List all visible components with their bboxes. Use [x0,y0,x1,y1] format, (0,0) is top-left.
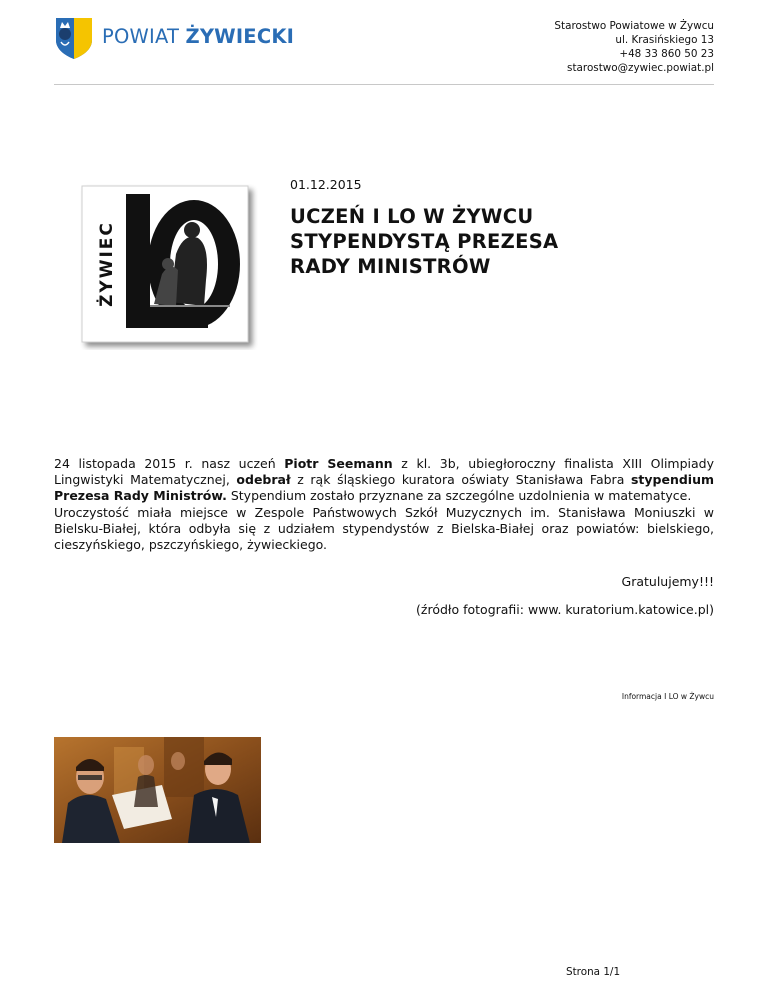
contact-street: ul. Krasińskiego 13 [615,34,714,46]
contact-org: Starostwo Powiatowe w Żywcu [554,20,714,32]
paragraph-2: Uroczystość miała miejsce w Zespole Państwowych Szkół Muzycznych im. Stanisława Moniuszki w Bielsku-Białej, która odbyła się z udziałem stypendystów z Bielska-Białej oraz powiatów: bielskiego, cieszyńskiego, pszczyńskiego, żywieckiego. [54,504,714,553]
article-date: 01.12.2015 [290,177,362,192]
article-body [54,456,714,553]
contact-email[interactable]: starostwo@zywiec.powiat.pl [567,62,714,74]
school-emblem [80,184,258,350]
article-title: UCZEŃ I LO W ŻYWCU STYPENDYSTĄ PREZESA RADY MINISTRÓW [290,205,559,278]
logo [54,16,294,60]
contact-block [554,19,714,75]
coat-of-arms-icon [54,16,94,60]
paragraph-1: 24 listopada 2015 r. nasz uczeń Piotr Seemann z kl. 3b, ubiegłoroczny finalista XIII Olimpiady Lingwistyki Matematycznej, odebrał z rąk śląskiego kuratora oświaty Stanisława Fabra stypendium Prezesa Rady Ministrów. Stypendium zostało przyznane za szczególne uzdolnienia w matematyce. [54,456,715,504]
congratulations-text: Gratulujemy!!! [621,574,714,589]
contact-phone: +48 33 860 50 23 [619,48,714,60]
emblem-text: ŻYWIEC [97,221,117,307]
photo-source-note: (źródło fotografii: www. kuratorium.katowice.pl) [416,602,714,617]
header-divider [54,84,714,85]
info-label: Informacja I LO w Żywcu [621,692,714,701]
logo-text: POWIAT ŻYWIECKI [102,25,295,48]
page-number: Strona 1/1 [566,966,621,978]
ceremony-photo [54,737,261,843]
